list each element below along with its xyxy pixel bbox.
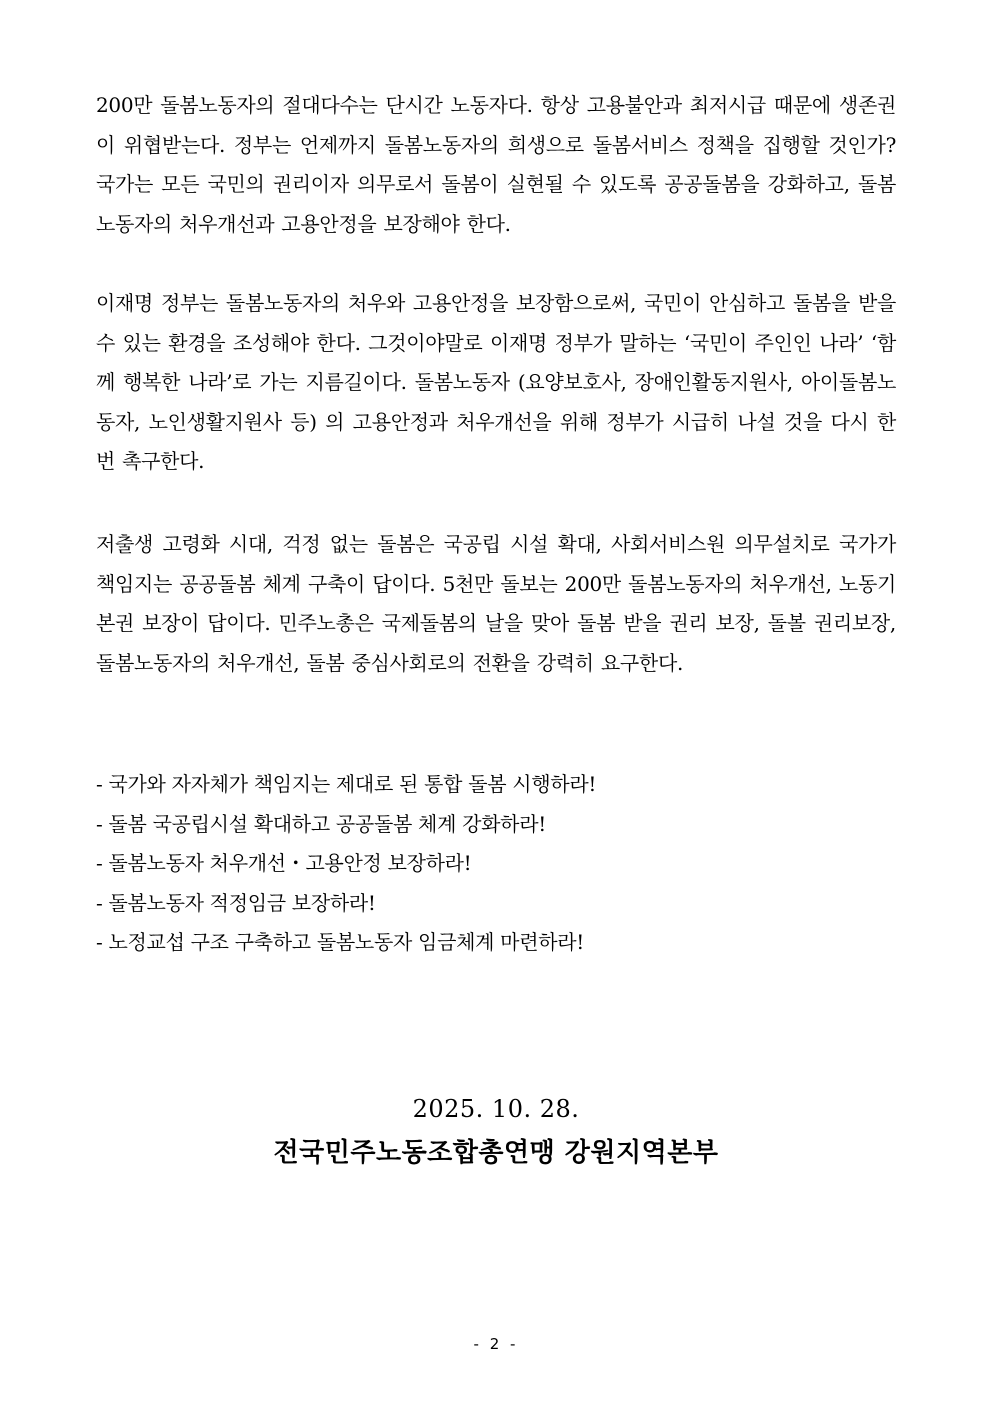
demands-list xyxy=(96,765,896,963)
demand-item-4: - 돌봄노동자 적정임금 보장하라! xyxy=(96,890,376,915)
demand-item-5: - 노정교섭 구조 구축하고 돌봄노동자 임금체계 마련하라! xyxy=(96,930,584,954)
demand-item-3: - 돌봄노동자 처우개선・고용안정 보장하라! xyxy=(96,851,472,875)
statement-date: 2025. 10. 28. xyxy=(412,1095,580,1123)
body-paragraph-3: 저출생 고령화 시대, 걱정 없는 돌봄은 국공립 시설 확대, 사회서비스원 의무설치로 국가가 책임지는 공공돌봄 체계 구축이 답이다. 5천만 돌보는 200만 돌봄노동자의 처우개선, 노동기본권 보장이 답이다. 민주노총은 국제돌봄의 날을 맞아 돌봄 받을 권리 보장, 돌볼 권리보장, 돌봄노동자의 처우개선, 돌봄 중심사회로의 전환을 강력히 요구한다. xyxy=(96,532,896,675)
demand-item-2: - 돌봄 국공립시설 확대하고 공공돌봄 체계 강화하라! xyxy=(96,811,546,836)
page-number: - 2 - xyxy=(473,1335,519,1353)
demand-item-1: - 국가와 자자체가 책임지는 제대로 된 통합 돌봄 시행하라! xyxy=(96,772,597,796)
issuing-organization: 전국민주노동조합총연맹 강원지역본부 xyxy=(273,1138,719,1168)
body-paragraph-2: 이재명 정부는 돌봄노동자의 처우와 고용안정을 보장함으로써, 국민이 안심하고 돌봄을 받을 수 있는 환경을 조성해야 한다. 그것이야말로 이재명 정부가 말하는 ‘국민이 주인인 나라’ ‘함께 행복한 나라’로 가는 지름길이다. 돌봄노동자 (요양보호사, 장애인활동지원사, 아이돌봄노동자, 노인생활지원사 등) 의 고용안정과 처우개선을 위해 정부가 시급히 나설 것을 다시 한 번 촉구한다. xyxy=(96,291,896,473)
body-paragraph-1: 200만 돌봄노동자의 절대다수는 단시간 노동자다. 항상 고용불안과 최저시급 때문에 생존권이 위협받는다. 정부는 언제까지 돌봄노동자의 희생으로 돌봄서비스 정책을 집행할 것인가? 국가는 모든 국민의 권리이자 의무로서 돌봄이 실현될 수 있도록 공공돌봄을 강화하고, 돌봄노동자의 처우개선과 고용안정을 보장해야 한다. xyxy=(96,93,896,236)
